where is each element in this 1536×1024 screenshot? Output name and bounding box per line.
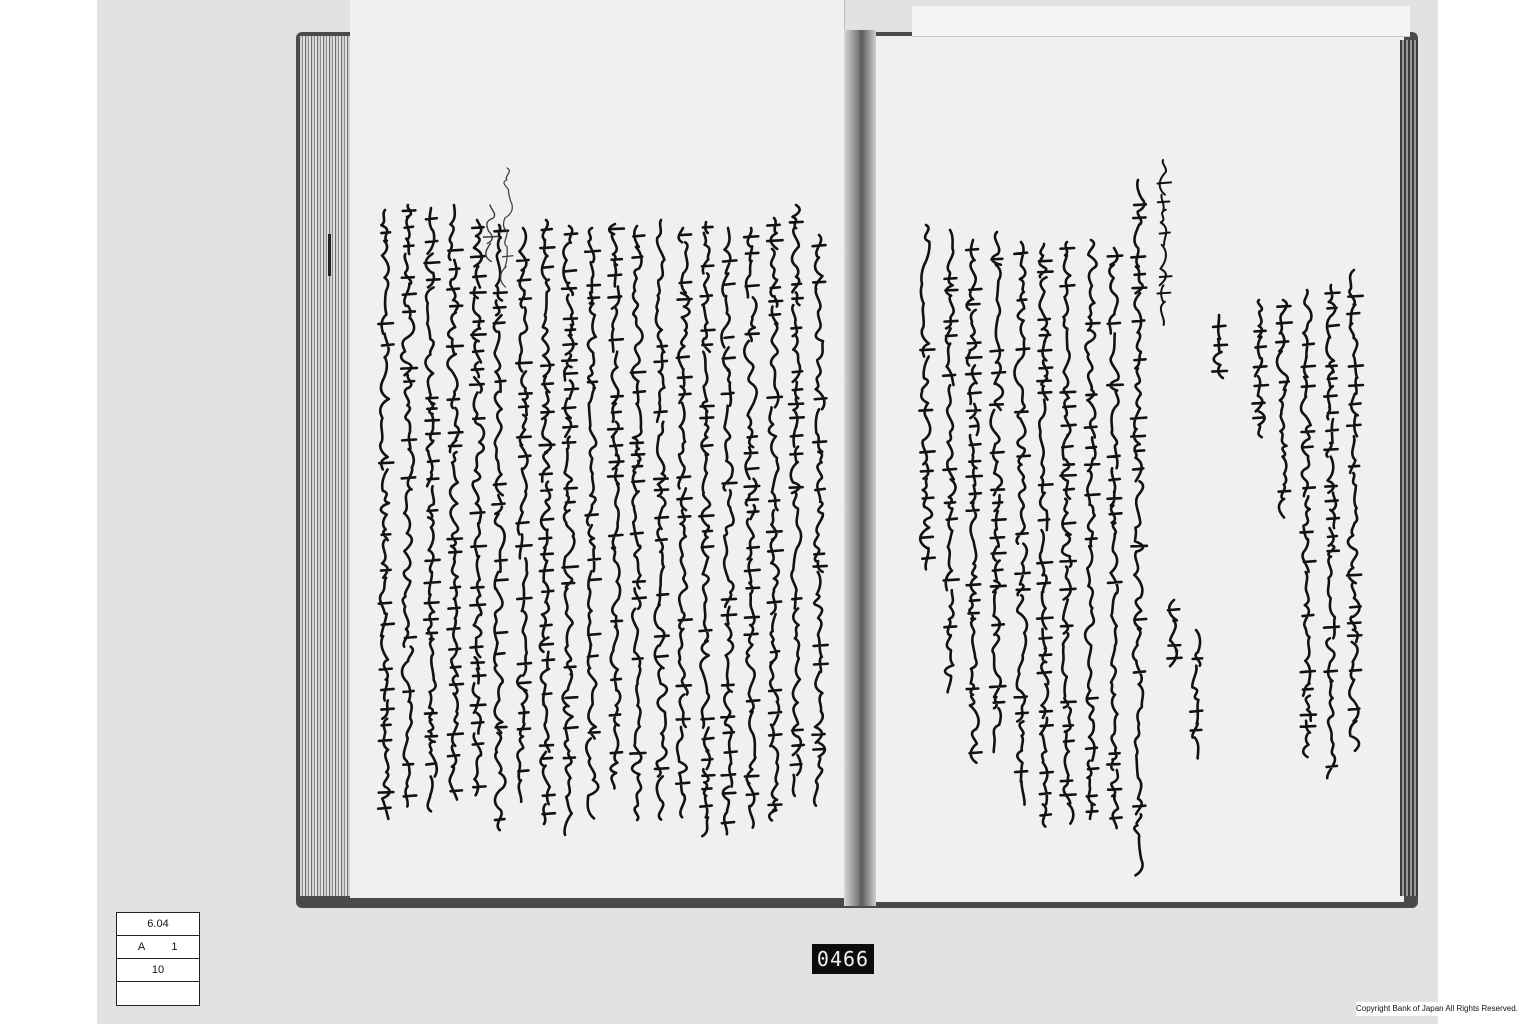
handwriting-column: [533, 220, 559, 830]
handwriting-column: [510, 228, 536, 798]
handwriting-column: [1270, 300, 1296, 510]
handwriting-column: [1054, 242, 1080, 822]
handwriting-column: [1078, 240, 1104, 815]
handwriting-column: [738, 228, 764, 818]
handwriting-column: [1008, 242, 1034, 807]
page-edges-right: [1400, 40, 1418, 896]
handwriting-column: [464, 220, 490, 790]
handwriting-column: [418, 208, 444, 808]
handwriting-column: [984, 232, 1010, 754]
handwriting-column: [1294, 290, 1320, 760]
handwriting-column: [648, 220, 674, 825]
handwriting-column: [556, 226, 582, 826]
handwriting-column: [372, 210, 398, 810]
handwriting-column: [1101, 248, 1127, 833]
handwriting-column: [477, 205, 503, 255]
handwriting-column: [1161, 600, 1187, 670]
label-line-2-right: 1: [171, 941, 178, 953]
handwriting-column: [579, 228, 605, 818]
handwriting-column: [1125, 180, 1151, 870]
copyright-notice: Copyright Bank of Japan All Rights Reserved.: [1356, 1002, 1532, 1016]
handwriting-column: [693, 222, 719, 832]
handwriting-column: [913, 225, 939, 575]
label-line-1: 6.04: [117, 913, 199, 936]
handwriting-column: [1341, 270, 1367, 760]
handwriting-column: [602, 224, 628, 794]
archive-label-card: [116, 912, 200, 1006]
handwriting-column: [1246, 300, 1272, 440]
handwriting-column: [761, 218, 787, 828]
frame-number: 0466: [812, 944, 874, 974]
handwriting-column: [937, 230, 963, 695]
label-line-2: [117, 936, 199, 959]
page-edges-left: [300, 36, 356, 896]
handwriting-column: [441, 205, 467, 805]
handwriting-column: [806, 235, 832, 805]
label-line-2-left: A: [137, 941, 146, 953]
handwriting-column: [395, 205, 421, 805]
handwriting-column: [1031, 244, 1057, 820]
edge-mark: [328, 234, 331, 276]
label-line-3: 10: [117, 959, 199, 982]
handwriting-column: [1206, 315, 1232, 385]
handwriting-column: [1318, 285, 1344, 775]
book-gutter: [844, 30, 876, 906]
handwriting-column: [960, 240, 986, 760]
handwriting-column: [1150, 160, 1176, 315]
right-page-flap: [912, 6, 1410, 37]
